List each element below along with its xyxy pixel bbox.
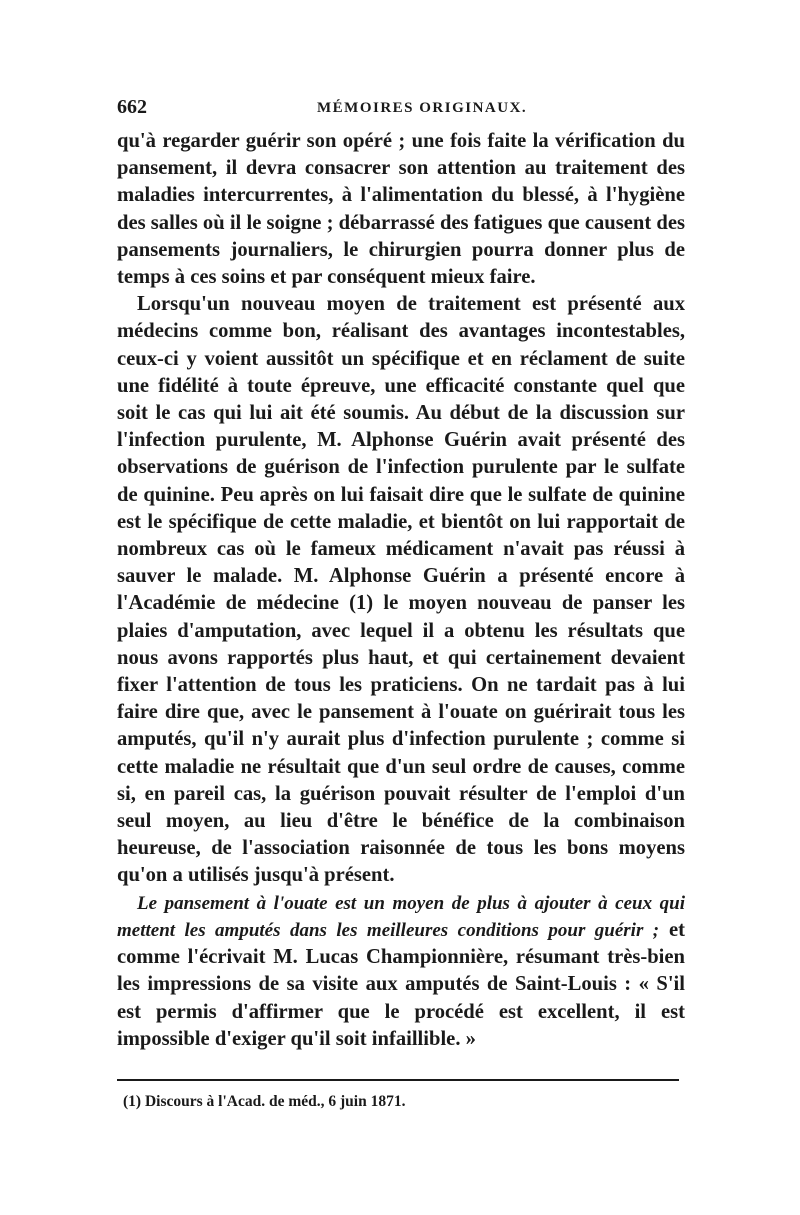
paragraph-3 [117, 890, 685, 1053]
italic-lead-text: Le pansement à l'ouate est un moyen de plus à ajouter à ceux qui mettent les amputés dans les meilleures conditions pour guérir ; [117, 892, 685, 941]
paragraph-1: qu'à regarder guérir son opéré ; une fois faite la vérification du pansement, il devra consacrer son attention au traitement des maladies intercurrentes, à l'alimentation du blessé, à l'hygiène des salles où il le soigne ; débarrassé des fatigues que causent des pansements journaliers, le chirurgien pourra donner plus de temps à ces soins et par conséquent mieux faire. [117, 130, 685, 289]
footnote: (1) Discours à l'Acad. de méd., 6 juin 1871. [123, 1092, 406, 1110]
page-header [117, 96, 685, 122]
running-head: MÉMOIRES ORIGINAUX. [317, 100, 528, 116]
document-page [117, 96, 685, 1111]
body-text [117, 128, 685, 1053]
paragraph-2: Lorsqu'un nouveau moyen de traitement est présenté aux médecins comme bon, réalisant des avantages incontestables, ceux-ci y voient aussitôt un spécifique et en réclament de suite une fidélité à toute épreuve, une efficacité constante quel que soit le cas qui lui ait été soumis. Au début de la discussion sur l'infection purulente, M. Alphonse Guérin avait présenté des observations de guérison de l'infection purulente par le sulfate de quinine. Peu après on lui faisait dire que le sulfate de quinine est le spécifique de cette maladie, et bientôt on lui rapportait de nombreux cas où le fameux médicament n'avait pas réussi à sauver le malade. M. Alphonse Guérin a présenté encore à l'Académie de médecine (1) le moyen nouveau de panser les plaies d'amputation, avec lequel il a obtenu les résultats que nous avons rapportés plus haut, et qui certainement devaient fixer l'attention de tous les praticiens. On ne tardait pas à lui faire dire que, avec le pansement à l'ouate on guérirait tous les amputés, qu'il n'y aurait plus d'infection purulente ; comme si cette maladie ne résultait que d'un seul ordre de causes, comme si, en pareil cas, la guérison pouvait résulter de l'emploi d'un seul moyen, au lieu d'être le bénéfice de la combinaison heureuse, de l'association raisonnée de tous les bons moyens qu'on a utilisés jusqu'à présent. [117, 293, 685, 887]
page-number: 662 [117, 96, 147, 118]
paragraph-3-rest: et comme l'écrivait M. Lucas Championnière, résumant très-bien les impressions de sa visite aux amputés de Saint-Louis : « S'il est permis d'affirmer que le procédé est excellent, il est impossible d'exiger qu'il soit infaillible. » [117, 918, 685, 1050]
footnote-divider [117, 1079, 679, 1081]
